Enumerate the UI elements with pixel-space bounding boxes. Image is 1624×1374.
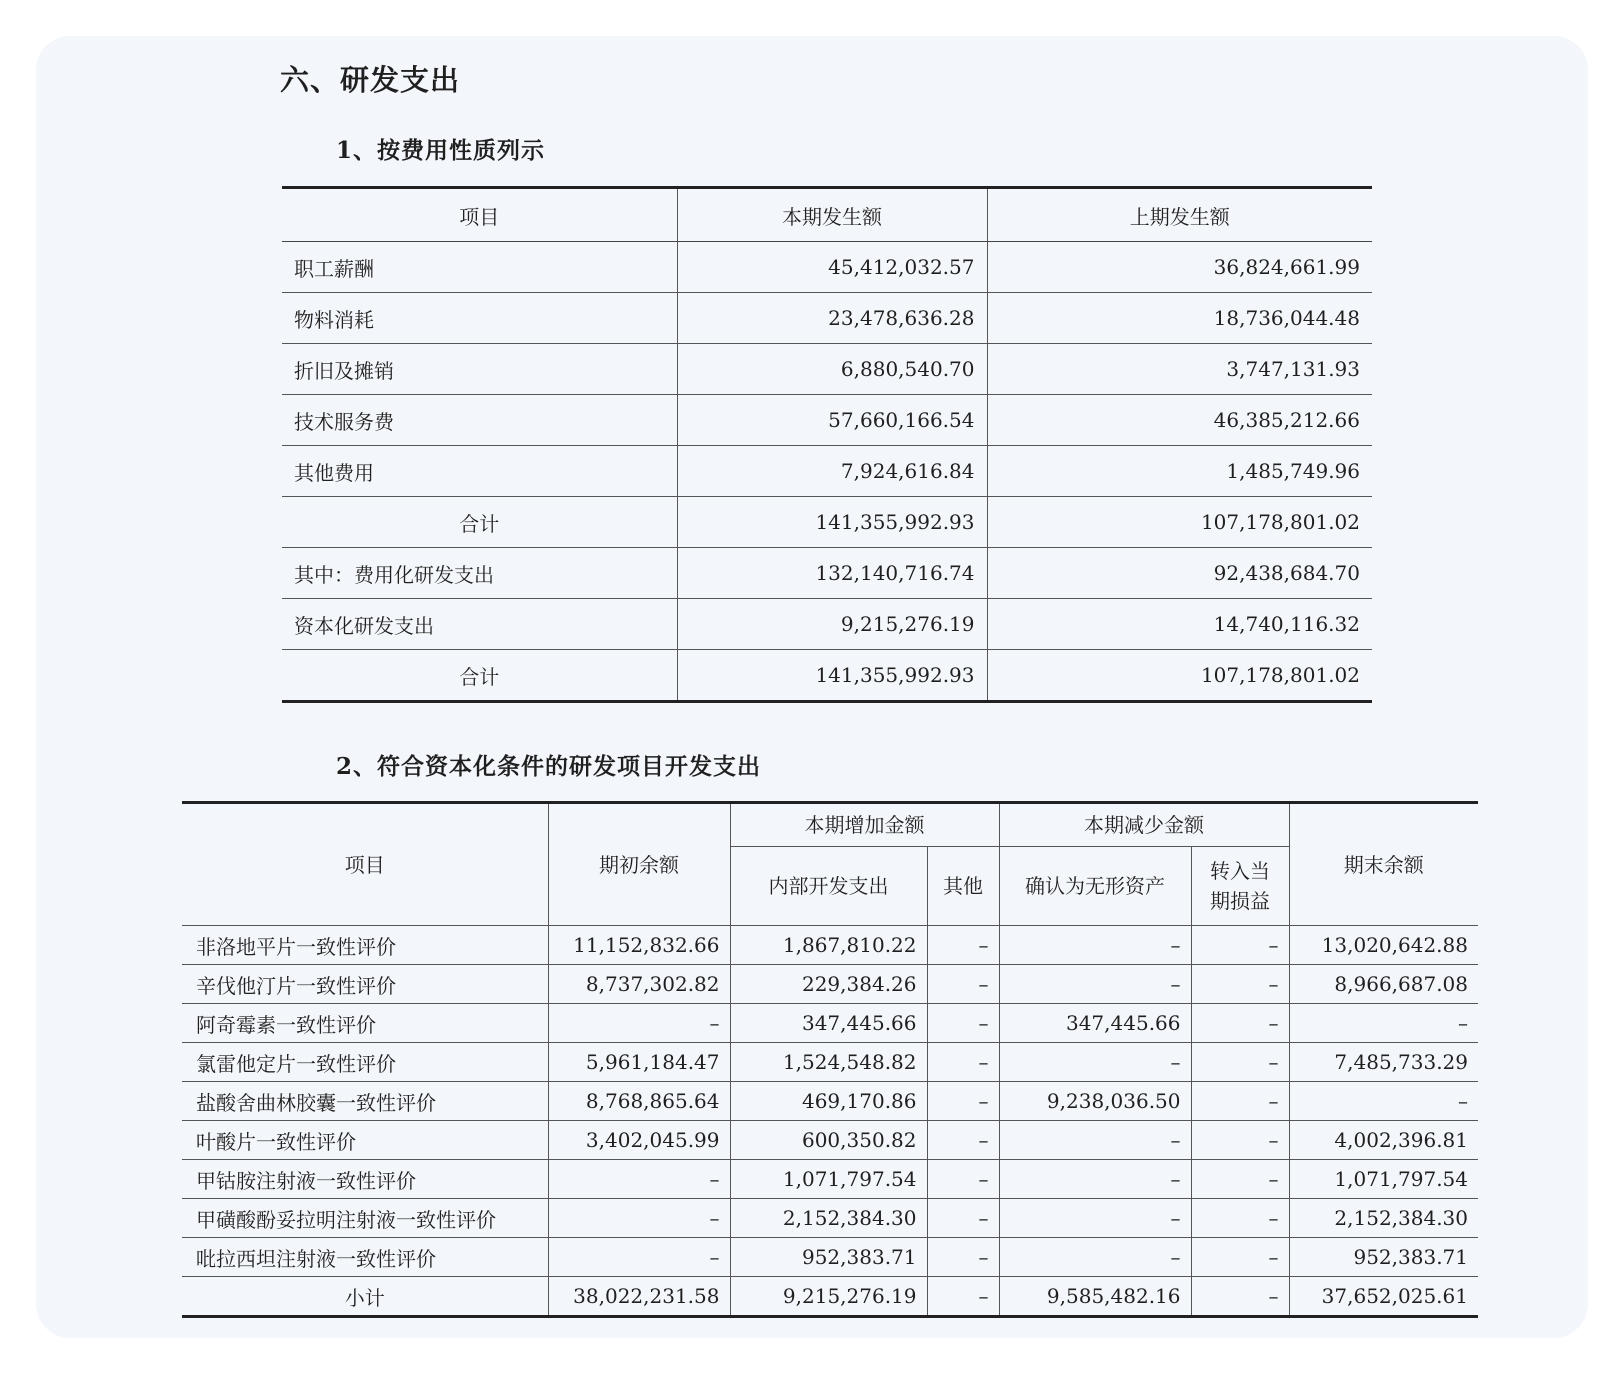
row-item-cell: 甲磺酸酚妥拉明注射液一致性评价: [182, 1199, 548, 1238]
header-current-period: 本期发生额: [677, 188, 987, 242]
row-current-cell: 45,412,032.57: [677, 242, 987, 293]
row-item-cell: 辛伐他汀片一致性评价: [182, 965, 548, 1004]
row-to-pl-cell: –: [1191, 1238, 1289, 1277]
table-row: [182, 1160, 1478, 1199]
row-internal-cell: 1,071,797.54: [730, 1160, 927, 1199]
row-closing-cell: 7,485,733.29: [1289, 1043, 1478, 1082]
header-increase: 本期增加金额: [730, 803, 999, 847]
row-to-pl-cell: –: [1191, 926, 1289, 965]
header-transfer-to-pl-line2: 期损益: [1210, 889, 1270, 913]
row-other-cell: –: [927, 965, 999, 1004]
row-intangible-cell: 9,585,482.16: [999, 1277, 1191, 1317]
table-row: [282, 497, 1372, 548]
header-item: 项目: [182, 803, 548, 926]
row-item-cell: 氯雷他定片一致性评价: [182, 1043, 548, 1082]
row-other-cell: –: [927, 1277, 999, 1317]
row-other-cell: –: [927, 1199, 999, 1238]
row-current-cell: 132,140,716.74: [677, 548, 987, 599]
row-opening-cell: 3,402,045.99: [548, 1121, 730, 1160]
row-item-cell: 其中：费用化研发支出: [282, 548, 677, 599]
table-row: [182, 1277, 1478, 1317]
row-internal-cell: 2,152,384.30: [730, 1199, 927, 1238]
row-opening-cell: –: [548, 1004, 730, 1043]
header-recognized-intangible: 确认为无形资产: [999, 847, 1191, 926]
row-item-cell: 物料消耗: [282, 293, 677, 344]
row-closing-cell: 37,652,025.61: [1289, 1277, 1478, 1317]
row-item-cell: 非洛地平片一致性评价: [182, 926, 548, 965]
row-other-cell: –: [927, 1121, 999, 1160]
row-to-pl-cell: –: [1191, 1004, 1289, 1043]
header-transfer-to-pl-line1: 转入当: [1210, 859, 1270, 883]
table-row: [282, 650, 1372, 702]
row-closing-cell: 1,071,797.54: [1289, 1160, 1478, 1199]
row-item-cell: 阿奇霉素一致性评价: [182, 1004, 548, 1043]
row-current-cell: 23,478,636.28: [677, 293, 987, 344]
header-item: 项目: [282, 188, 677, 242]
row-current-cell: 141,355,992.93: [677, 497, 987, 548]
row-prior-cell: 107,178,801.02: [987, 497, 1372, 548]
row-closing-cell: –: [1289, 1082, 1478, 1121]
row-prior-cell: 1,485,749.96: [987, 446, 1372, 497]
row-item-cell: 折旧及摊销: [282, 344, 677, 395]
table-row: [282, 446, 1372, 497]
row-item-cell: 叶酸片一致性评价: [182, 1121, 548, 1160]
row-intangible-cell: –: [999, 965, 1191, 1004]
row-closing-cell: 4,002,396.81: [1289, 1121, 1478, 1160]
row-item-cell: 合计: [282, 497, 677, 548]
table-row: [282, 548, 1372, 599]
row-other-cell: –: [927, 1238, 999, 1277]
row-to-pl-cell: –: [1191, 1160, 1289, 1199]
row-current-cell: 57,660,166.54: [677, 395, 987, 446]
table-row: [182, 1199, 1478, 1238]
row-opening-cell: –: [548, 1199, 730, 1238]
table-row: [182, 1082, 1478, 1121]
table-row: [282, 242, 1372, 293]
row-prior-cell: 107,178,801.02: [1200, 663, 1360, 687]
row-item-cell: 小计: [182, 1277, 548, 1317]
row-other-cell: –: [927, 1160, 999, 1199]
capitalized-rd-projects-table: [182, 801, 1478, 1318]
row-prior-cell: 3,747,131.93: [987, 344, 1372, 395]
row-to-pl-cell: –: [1191, 1199, 1289, 1238]
row-current-cell: 141,355,992.93: [677, 650, 987, 702]
row-opening-cell: 8,737,302.82: [548, 965, 730, 1004]
row-internal-cell: 347,445.66: [730, 1004, 927, 1043]
row-item-cell: 盐酸舍曲林胶囊一致性评价: [182, 1082, 548, 1121]
subsection-1-heading: 1、按费用性质列示: [336, 137, 546, 164]
row-prior-cell: 92,438,684.70: [987, 548, 1372, 599]
row-closing-cell: 8,966,687.08: [1289, 965, 1478, 1004]
row-intangible-cell: –: [999, 1121, 1191, 1160]
table-header-row: [282, 188, 1372, 242]
row-other-cell: –: [927, 1004, 999, 1043]
table-row: [182, 1043, 1478, 1082]
header-internal-development: 内部开发支出: [730, 847, 927, 926]
row-to-pl-cell: –: [1191, 1121, 1289, 1160]
table-row: [182, 965, 1478, 1004]
subsection-2-heading: 2、符合资本化条件的研发项目开发支出: [336, 753, 762, 780]
row-prior-cell: 46,385,212.66: [987, 395, 1372, 446]
row-current-cell: 6,880,540.70: [677, 344, 987, 395]
row-to-pl-cell: –: [1191, 1277, 1289, 1317]
row-opening-cell: 5,961,184.47: [548, 1043, 730, 1082]
row-internal-cell: 1,524,548.82: [730, 1043, 927, 1082]
row-intangible-cell: 9,238,036.50: [999, 1082, 1191, 1121]
row-item-cell: 合计: [282, 650, 677, 702]
row-opening-cell: 11,152,832.66: [548, 926, 730, 965]
row-opening-cell: –: [548, 1160, 730, 1199]
row-intangible-cell: –: [999, 1238, 1191, 1277]
row-intangible-cell: –: [999, 1043, 1191, 1082]
document-page: [36, 36, 1588, 1338]
row-item-cell: 职工薪酬: [282, 242, 677, 293]
row-current-cell: 9,215,276.19: [677, 599, 987, 650]
row-prior-cell: 18,736,044.48: [987, 293, 1372, 344]
row-other-cell: –: [927, 1043, 999, 1082]
table-row: [182, 1238, 1478, 1277]
row-internal-cell: 952,383.71: [730, 1238, 927, 1277]
row-internal-cell: 229,384.26: [730, 965, 927, 1004]
row-other-cell: –: [927, 1082, 999, 1121]
section-title: 六、研发支出: [280, 63, 461, 97]
row-prior-cell: 14,740,116.32: [987, 599, 1372, 650]
row-intangible-cell: 347,445.66: [999, 1004, 1191, 1043]
table-row: [282, 344, 1372, 395]
row-internal-cell: 9,215,276.19: [730, 1277, 927, 1317]
header-prior-period: 上期发生额: [987, 188, 1372, 242]
header-decrease: 本期减少金额: [999, 803, 1289, 847]
row-item-cell: 吡拉西坦注射液一致性评价: [182, 1238, 548, 1277]
table-row: [282, 599, 1372, 650]
row-closing-cell: 13,020,642.88: [1289, 926, 1478, 965]
row-closing-cell: 2,152,384.30: [1289, 1199, 1478, 1238]
row-opening-cell: –: [548, 1238, 730, 1277]
table-row: [182, 926, 1478, 965]
row-closing-cell: 952,383.71: [1289, 1238, 1478, 1277]
row-prior-cell: 36,824,661.99: [987, 242, 1372, 293]
table-header-row: [182, 803, 1478, 847]
row-internal-cell: 469,170.86: [730, 1082, 927, 1121]
header-other: 其他: [927, 847, 999, 926]
row-intangible-cell: –: [999, 926, 1191, 965]
row-item-cell: 技术服务费: [282, 395, 677, 446]
row-to-pl-cell: –: [1191, 1082, 1289, 1121]
row-opening-cell: 8,768,865.64: [548, 1082, 730, 1121]
header-closing-balance: 期末余额: [1289, 803, 1478, 926]
expense-by-nature-table: [282, 186, 1372, 703]
row-other-cell: –: [927, 926, 999, 965]
row-internal-cell: 600,350.82: [730, 1121, 927, 1160]
row-item-cell: 其他费用: [282, 446, 677, 497]
row-intangible-cell: –: [999, 1160, 1191, 1199]
row-to-pl-cell: –: [1191, 965, 1289, 1004]
row-intangible-cell: –: [999, 1199, 1191, 1238]
row-to-pl-cell: –: [1191, 1043, 1289, 1082]
row-internal-cell: 1,867,810.22: [730, 926, 927, 965]
header-opening-balance: 期初余额: [548, 803, 730, 926]
table-row: [182, 1121, 1478, 1160]
row-item-cell: 资本化研发支出: [282, 599, 677, 650]
row-closing-cell: –: [1289, 1004, 1478, 1043]
row-item-cell: 甲钴胺注射液一致性评价: [182, 1160, 548, 1199]
table-row: [282, 395, 1372, 446]
row-current-cell: 7,924,616.84: [677, 446, 987, 497]
header-transfer-to-pl: [1191, 847, 1289, 926]
table-row: [282, 293, 1372, 344]
row-opening-cell: 38,022,231.58: [548, 1277, 730, 1317]
table-row: [182, 1004, 1478, 1043]
